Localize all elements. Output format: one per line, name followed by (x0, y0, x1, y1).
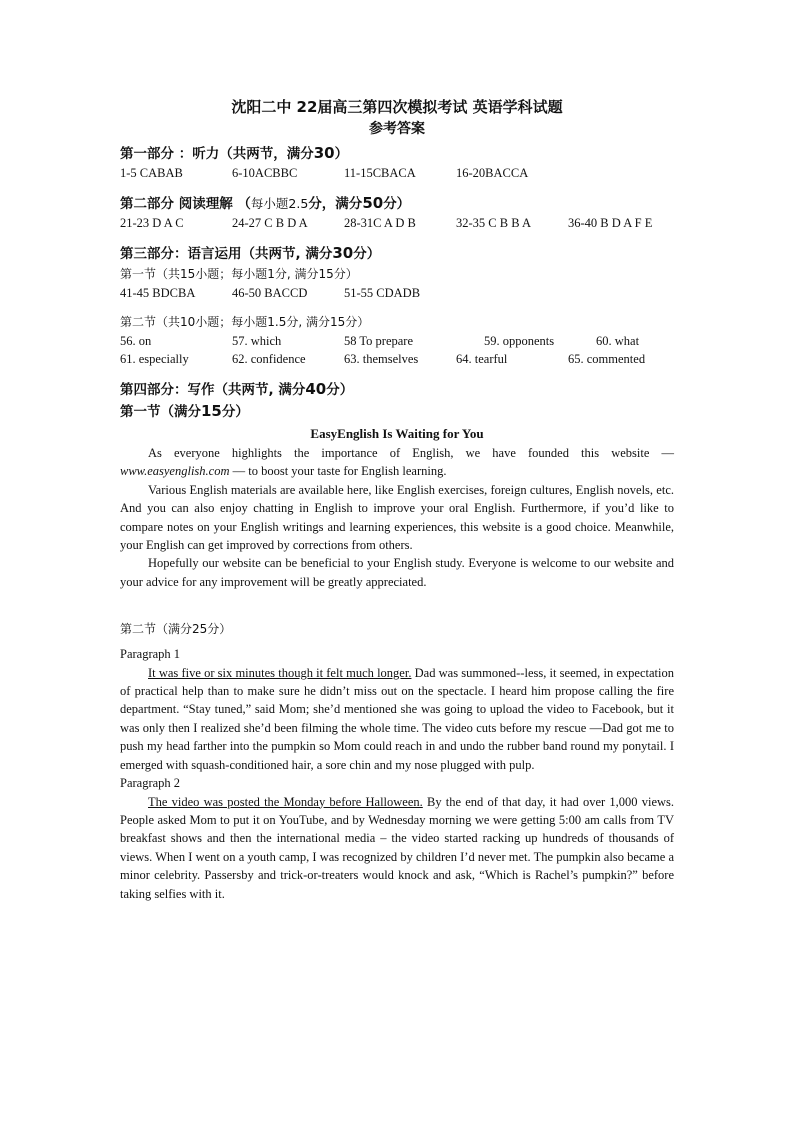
answer-item: 57. which (232, 334, 282, 348)
answer-item: 63. themselves (344, 352, 419, 366)
part1-answers (120, 164, 674, 182)
essay-paragraph (120, 444, 674, 481)
part2-score: 50 (362, 194, 384, 212)
part4-label: 第四部分：写作（共两节, 满分 (120, 382, 306, 398)
answer-item: 61. especially (120, 352, 189, 366)
part3-section1-answers (120, 284, 674, 302)
part3-section2-row1 (120, 332, 674, 350)
answer-group: 36-40 B D A F E (568, 216, 653, 230)
answer-group: 6-10ACBBC (232, 166, 298, 180)
part4-close: 分） (326, 382, 354, 398)
answer-group: 51-55 CDADB (344, 286, 421, 300)
part2-sub: 每小题 (250, 196, 289, 211)
part1-label: 第一部分 ：听力（共两节，满分 (120, 146, 314, 162)
part3-heading (120, 242, 674, 264)
part3-close: 分） (353, 246, 381, 262)
part4-section2-heading: 第二节（满分25分） (120, 622, 232, 637)
part4-score: 40 (305, 380, 327, 398)
part1-score: 30 (313, 144, 335, 162)
part2-answers (120, 214, 674, 232)
answer-item: 59. opponents (484, 334, 555, 348)
answer-item: 60. what (596, 334, 640, 348)
part3-score: 30 (332, 244, 354, 262)
section1-label: 第一节（满分 (120, 404, 201, 420)
part4-heading (120, 378, 674, 400)
answer-group: 46-50 BACCD (232, 286, 308, 300)
part3-section1-heading: 第一节（共15小题；每小题1分, 满分15分） (120, 267, 358, 281)
answer-item: 58 To prepare (344, 334, 414, 348)
answer-document (120, 96, 674, 903)
answer-group: 1-5 CABAB (120, 166, 183, 180)
answer-item: 64. tearful (456, 352, 508, 366)
paragraph2-text (120, 793, 674, 903)
essay-paragraph: Various English materials are available here, like English exercises, foreign cultures, English novels, etc. And you can also enjoy chatting in English to improve your oral English. Furthermore, if you’d like to compare notes on your English writings and learning experiences, this website is a good choice. Meanwhile, your English can get improved by corrections from others. (120, 482, 674, 553)
answer-group: 41-45 BDCBA (120, 286, 196, 300)
paragraph2-label: Paragraph 2 (120, 776, 181, 791)
answer-group: 21-23 D A C (120, 216, 184, 230)
answer-item: 56. on (120, 334, 152, 348)
essay-title: EasyEnglish Is Waiting for You (310, 426, 484, 441)
document-subtitle: 参考答案 (369, 121, 425, 137)
part3-section2-row2 (120, 350, 674, 368)
paragraph1-label: Paragraph 1 (120, 647, 181, 662)
part2-close: 分） (383, 196, 411, 212)
answer-item: 65. commented (568, 352, 646, 366)
section1-close: 分） (221, 404, 249, 420)
part2-label: 第二部分 阅读理解 （ (120, 196, 251, 212)
paragraph1-first-sentence: It was five or six minutes though it felt much longer. (148, 665, 412, 680)
essay-p1-text-end: — to boost your taste for English learning. (229, 464, 447, 479)
part1-heading (120, 142, 674, 164)
answer-group: 24-27 C B D A (232, 216, 308, 230)
part2-heading (120, 192, 674, 214)
website-url: www.easyenglish.com (120, 464, 230, 479)
paragraph1-text (120, 664, 674, 774)
essay-p1-text: As everyone highlights the importance of English, we have founded this website — (148, 446, 674, 460)
document-title: 沈阳二中 22届高三第四次模拟考试 英语学科试题 (231, 98, 563, 116)
essay-paragraph: Hopefully our website can be beneficial to your English study. Everyone is welcome to our website and your advice for any improvement will be greatly appreciated. (120, 556, 674, 589)
answer-item: 62. confidence (232, 352, 306, 366)
paragraph1-rest: Dad was summoned--less, it seemed, in expectation of practical help than to make sure he didn’t miss out on the spectacle. I heard him propose calling the fire department. “Stay tuned,” said Mom; she’d mentioned she was going to upload the video to Facebook, but it was only then I realized she’d been filming the whole time. The video cuts before my rescue —Dad got me to push my head farther into the pumpkin so Mom could reach in and undo the rubber band round my ponytail. I emerged with squash-conditioned hair, a sore chin and my nose plugged with pulp. (120, 665, 674, 772)
part1-close: ） (334, 146, 349, 162)
part3-section2-heading: 第二节（共10小题；每小题1.5分, 满分15分） (120, 315, 370, 329)
part4-section1-heading (120, 400, 674, 422)
answer-group: 28-31C A D B (344, 216, 416, 230)
paragraph2-rest: By the end of that day, it had over 1,000 views. People asked Mom to put it on YouTube, and by Wednesday morning we were getting 5:00 am calls from TV breakfast shows and then the international media – the video started racking up hundreds of thousands of views. When I went on a youth camp, I was recognized by children I’d never met. The pumpkin also became a minor celebrity. Passersby and trick-or-treaters would knock and ask, “Which is Rachel’s pumpkin?” before taking selfies with it. (120, 794, 675, 901)
part2-each: 2.5 (288, 196, 309, 211)
answer-group: 32-35 C B B A (456, 216, 532, 230)
answer-group: 16-20BACCA (456, 166, 529, 180)
paragraph2-first-sentence: The video was posted the Monday before Halloween. (148, 794, 423, 809)
part2-mid: 分，满分 (308, 196, 363, 212)
answer-group: 11-15CBACA (344, 166, 416, 180)
section1-score: 15 (201, 402, 222, 420)
part3-label: 第三部分：语言运用（共两节, 满分 (120, 246, 333, 262)
